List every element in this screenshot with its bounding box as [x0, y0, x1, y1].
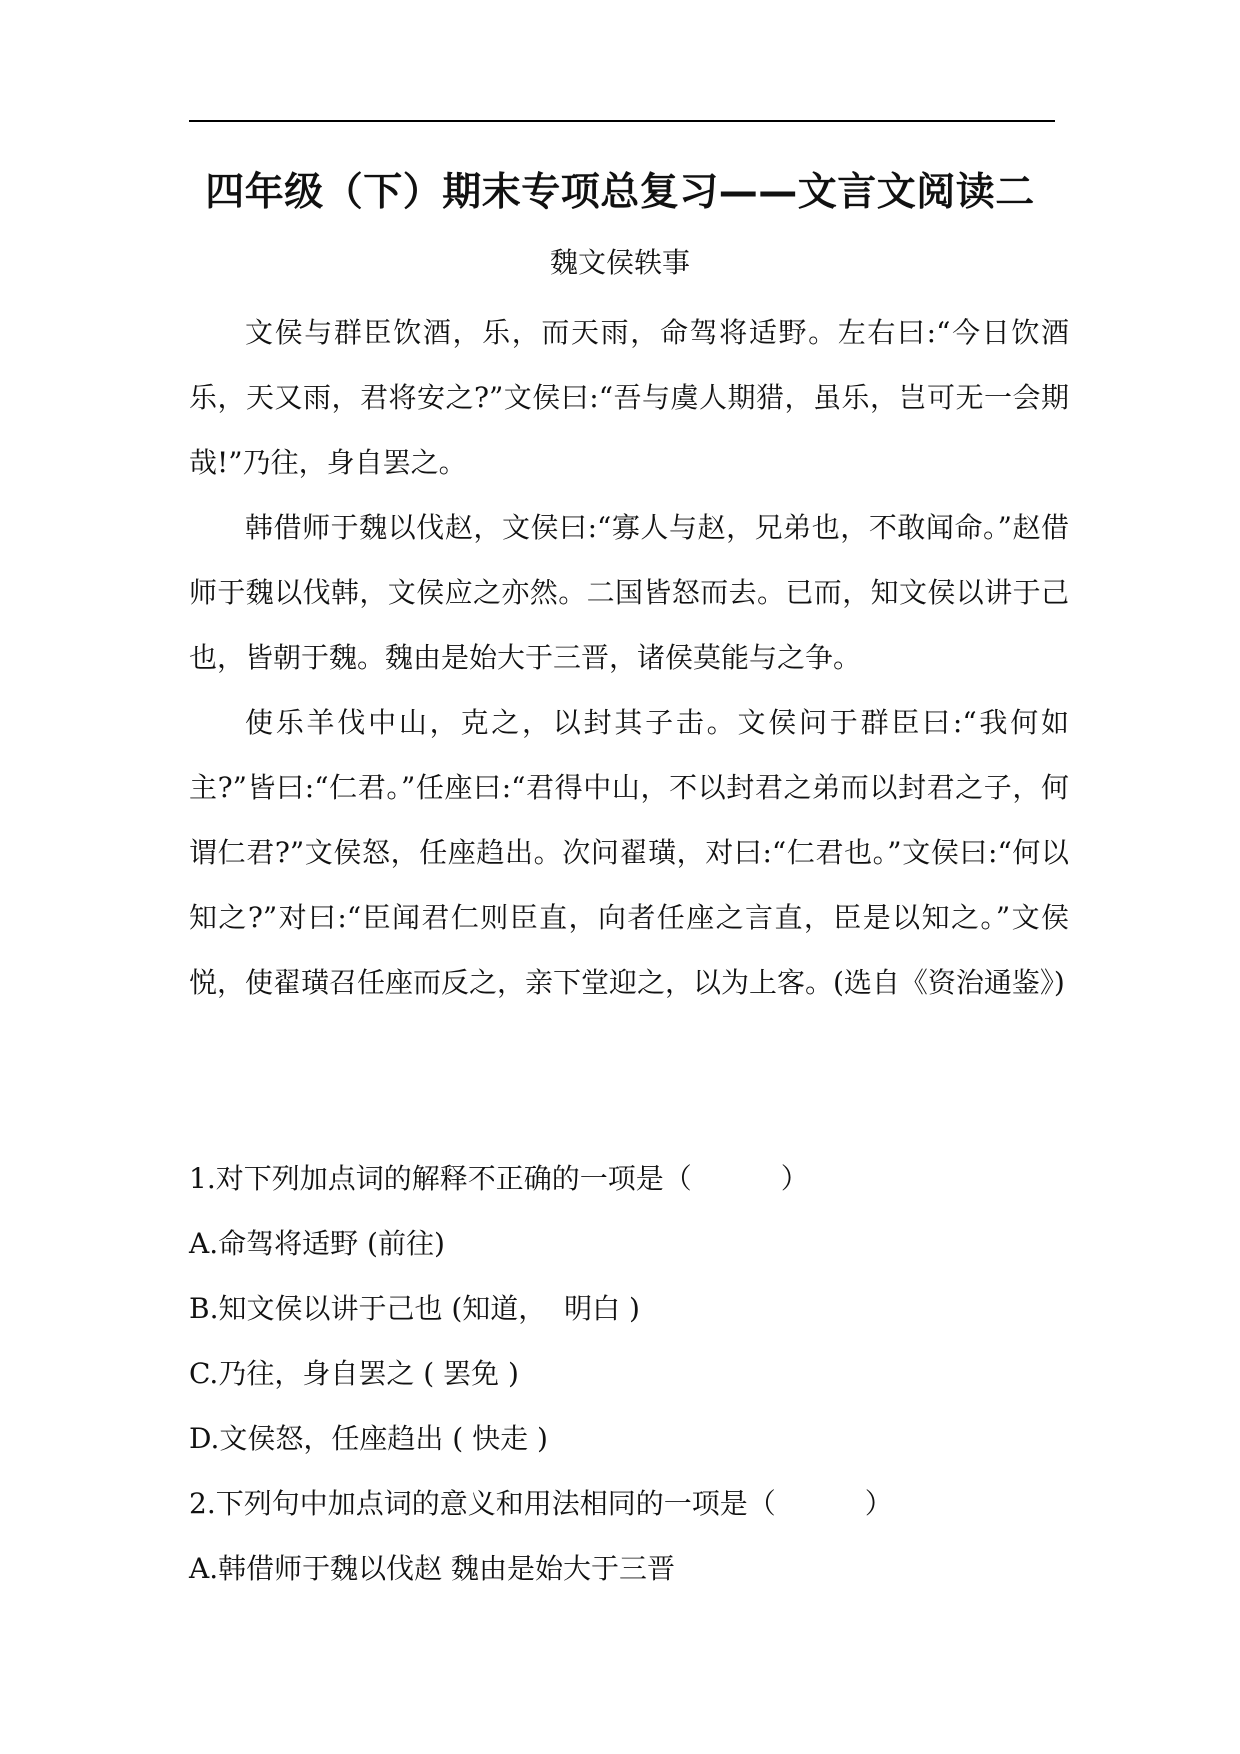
passage-paragraph-2: 韩借师于魏以伐赵，文侯曰:“寡人与赵，兄弟也，不敢闻命。”赵借师于魏以伐韩，文侯应之亦然。二国皆怒而去。已而，知文侯以讲于己也，皆朝于魏。魏由是始大于三晋，诸侯莫能与之争。 — [189, 511, 1069, 674]
question-1-option-d: D.文侯怒，任座趋出 ( 快走 ) — [189, 1422, 548, 1455]
page-title: 四年级（下）期末专项总复习——文言文阅读二 — [205, 170, 1035, 215]
passage-paragraph-3: 使乐羊伐中山，克之，以封其子击。文侯问于群臣曰:“我何如主?”皆曰:“仁君。”任座曰:“君得中山，不以封君之弟而以封君之子，何谓仁君?”文侯怒，任座趋出。次问翟璜，对曰:“仁君也。”文侯曰:“何以知之?”对曰:“臣闻君仁则臣直，向者任座之言直，臣是以知之。”文侯悦，使翟璜召任座而反之，亲下堂迎之，以为上客。(选自《资治通鉴》) — [189, 706, 1069, 999]
passage — [189, 300, 1069, 1015]
passage-title: 魏文侯轶事 — [549, 246, 690, 279]
question-2-option-a: A.韩借师于魏以伐赵 魏由是始大于三晋 — [189, 1552, 676, 1585]
question-1-stem: 1.对下列加点词的解释不正确的一项是（ ） — [189, 1162, 809, 1195]
passage-paragraph-1: 文侯与群臣饮酒，乐，而天雨，命驾将适野。左右曰:“今日饮酒乐，天又雨，君将安之?”文侯曰:“吾与虞人期猎，虽乐，岂可无一会期哉!”乃往，身自罢之。 — [189, 316, 1069, 479]
question-1-option-a: A.命驾将适野 (前往) — [189, 1227, 445, 1260]
question-2-stem: 2.下列句中加点词的意义和用法相同的一项是（ ） — [189, 1487, 893, 1520]
question-1-option-c: C.乃往，身自罢之 ( 罢免 ) — [189, 1357, 519, 1390]
question-1-option-b: B.知文侯以讲于己也 (知道， 明白 ) — [189, 1292, 640, 1325]
header-rule — [189, 120, 1055, 122]
question-list — [189, 1146, 1069, 1601]
